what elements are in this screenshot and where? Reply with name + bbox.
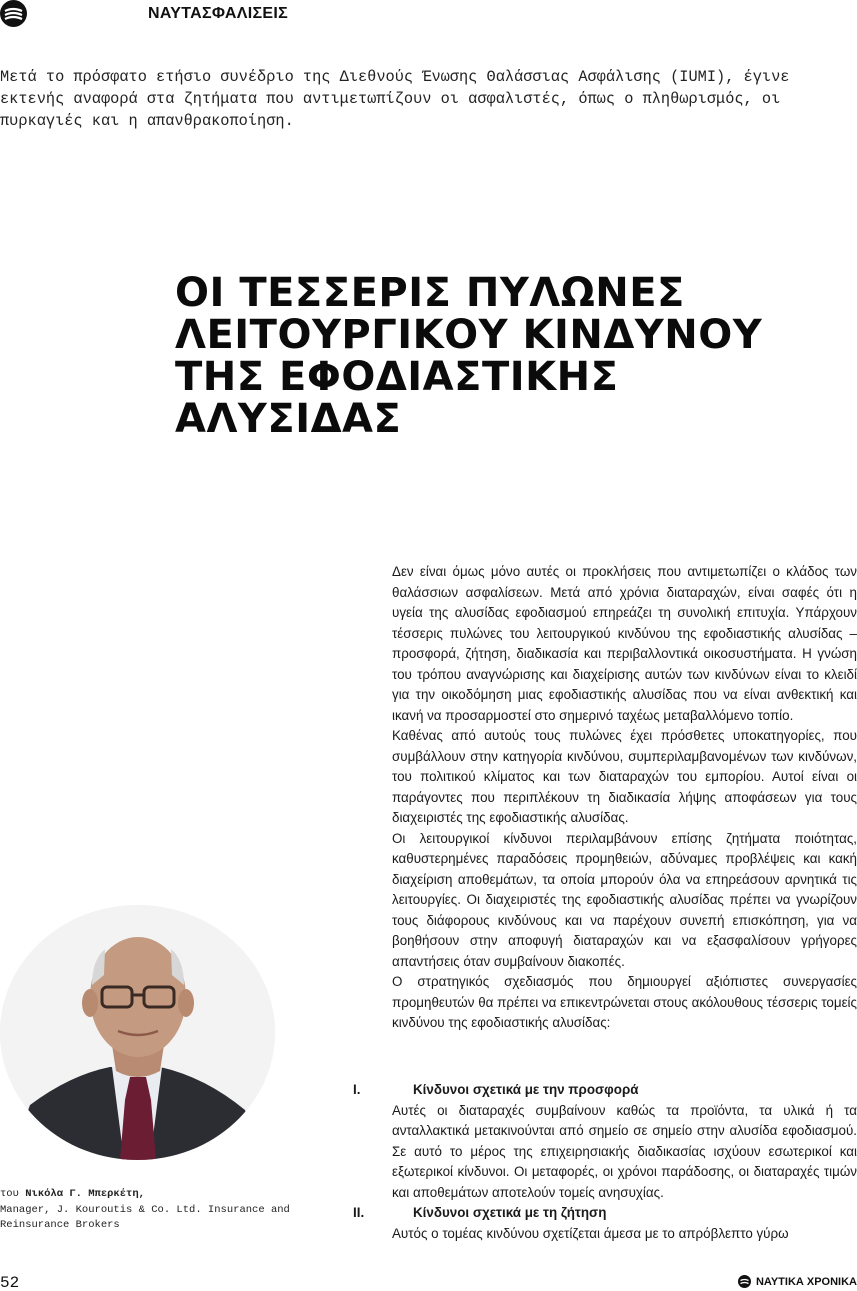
title-line: ΛΕΙΤΟΥΡΓΙΚΟΥ ΚΙΝΔΥΝΟΥ: [175, 312, 763, 358]
wave-circle-icon: [0, 0, 27, 27]
article-title: [175, 272, 815, 440]
title-line: ΟΙ ΤΕΣΣΕΡΙΣ ΠΥΛΩΝΕΣ: [175, 270, 685, 316]
author-name: Νικόλα Γ. Μπερκέτη,: [25, 1188, 145, 1200]
lead-paragraph: Μετά το πρόσφατο ετήσιο συνέδριο της Διεθνούς Ένωσης Θαλάσσιας Ασφάλισης (IUMI), έγινε εκτενής αναφορά στα ζητήματα που αντιμετωπίζουν οι ασφαλιστές, όπως ο πληθωρισμός, οι πυρκαγιές και η απανθρακοποίηση.: [0, 68, 790, 130]
list-number: I.: [353, 1082, 361, 1097]
list-item-heading: [345, 1080, 857, 1101]
caption-prefix: του: [0, 1188, 19, 1200]
body-paragraph: Καθένας από αυτούς τους πυλώνες έχει πρόσθετες υποκατηγορίες, που συμβάλλουν στην κατηγορία κινδύνου, συμπεριλαμβανομένων των κινδύνων, του πολιτικού κλίματος και των διαταραχών του εμπορίου. Αυτοί είναι οι παράγοντες που περιπλέκουν τη διαδικασία λήψης αποφάσεων για τους διαχειριστές της εφοδιαστικής αλυσίδας.: [392, 728, 857, 825]
body-paragraph: Ο στρατηγικός σχεδιασμός που δημιουργεί αξιόπιστες συνεργασίες προμηθευτών θα πρέπει να επικεντρώνεται στους ακόλουθους τέσσερις τομείς κινδύνου της εφοδιαστικής αλυσίδας:: [392, 974, 857, 1030]
title-line: ΑΛΥΣΙΔΑΣ: [175, 396, 402, 442]
article-body: [392, 562, 857, 1034]
author-portrait: [0, 905, 275, 1160]
title-line: ΤΗΣ ΕΦΟΔΙΑΣΤΙΚΗΣ: [175, 354, 619, 400]
risk-list: [345, 1080, 857, 1244]
list-title: Κίνδυνοι σχετικά με τη ζήτηση: [413, 1205, 607, 1220]
list-text: Αυτός ο τομέας κινδύνου σχετίζεται άμεσα με το απρόβλεπτο γύρω: [392, 1225, 789, 1241]
brand-name: ΝΑΥΤΙΚΑ ΧΡΟΝΙΚΑ: [755, 1275, 857, 1288]
section-label: ΝΑΥΤΑΣΦΑΛΙΣΕΙΣ: [148, 5, 288, 22]
list-text: Αυτές οι διαταραχές συμβαίνουν καθώς τα προϊόντα, τα υλικά ή τα ανταλλακτικά μετακινούνται από σημείο σε σημείο στην αλυσίδα εφοδιασμού. Σε αυτό το μέρος της επιχειρησιακής διαδικασίας ισχύουν εσωτερικοί και εξωτερικοί κίνδυνοι. Οι μεταφορές, οι χρόνοι παράδοσης, οι διαταραχές τιμών και αποθεμάτων αποτελούν τομείς ανησυχίας.: [392, 1102, 857, 1200]
body-paragraph: Δεν είναι όμως μόνο αυτές οι προκλήσεις που αντιμετωπίζει ο κλάδος των θαλάσσιων ασφαλίσεων. Μετά από χρόνια διαταραχών, είναι σαφές ότι η υγεία της αλυσίδας εφοδιασμού επηρεάζει τη συνολική επιτυχία. Υπάρχουν τέσσερις πυλώνες του λειτουργικού κινδύνου της εφοδιαστικής αλυσίδας – προσφορά, ζήτηση, διαδικασία και περιβαλλοντικά οικοσυστήματα. Η γνώση του τρόπου αναγνώρισης και διαχείρισης αυτών των κινδύνων είναι το κλειδί για την οικοδόμηση μιας εφοδιαστικής αλυσίδας που να είναι ανθεκτική και ικανή να προσαρμοστεί στο σημερινό ταχέως μεταβαλλόμενο τοπίο.: [392, 564, 857, 723]
list-item-heading: [345, 1203, 857, 1224]
footer-brand: [738, 1275, 857, 1288]
page-number: 52: [0, 1274, 20, 1291]
list-number: II.: [353, 1205, 365, 1220]
wave-circle-icon: [738, 1275, 751, 1288]
body-paragraph: Οι λειτουργικοί κίνδυνοι περιλαμβάνουν επίσης ζητήματα ποιότητας, καθυστερημένες παραδόσεις προμηθειών, αδύναμες προβλέψεις και κακή διαχείριση αποθεμάτων, τα οποία μπορούν όλα να επηρεάσουν αρνητικά τις λειτουργίες. Οι διαχειριστές της εφοδιαστικής αλυσίδας πρέπει να γνωρίζουν τους διάφορους κινδύνους και να παρέχουν συνεπή επισκόπηση, για να βοηθήσουν στην αποφυγή διαταραχών και να εξασφαλίσουν γρήγορες απαντήσεις όταν συμβαίνουν διακοπές.: [392, 830, 857, 969]
list-title: Κίνδυνοι σχετικά με την προσφορά: [413, 1082, 639, 1097]
author-caption: [0, 1187, 300, 1234]
author-role: Manager, J. Kouroutis & Co. Ltd. Insurance and Reinsurance Brokers: [0, 1203, 290, 1231]
